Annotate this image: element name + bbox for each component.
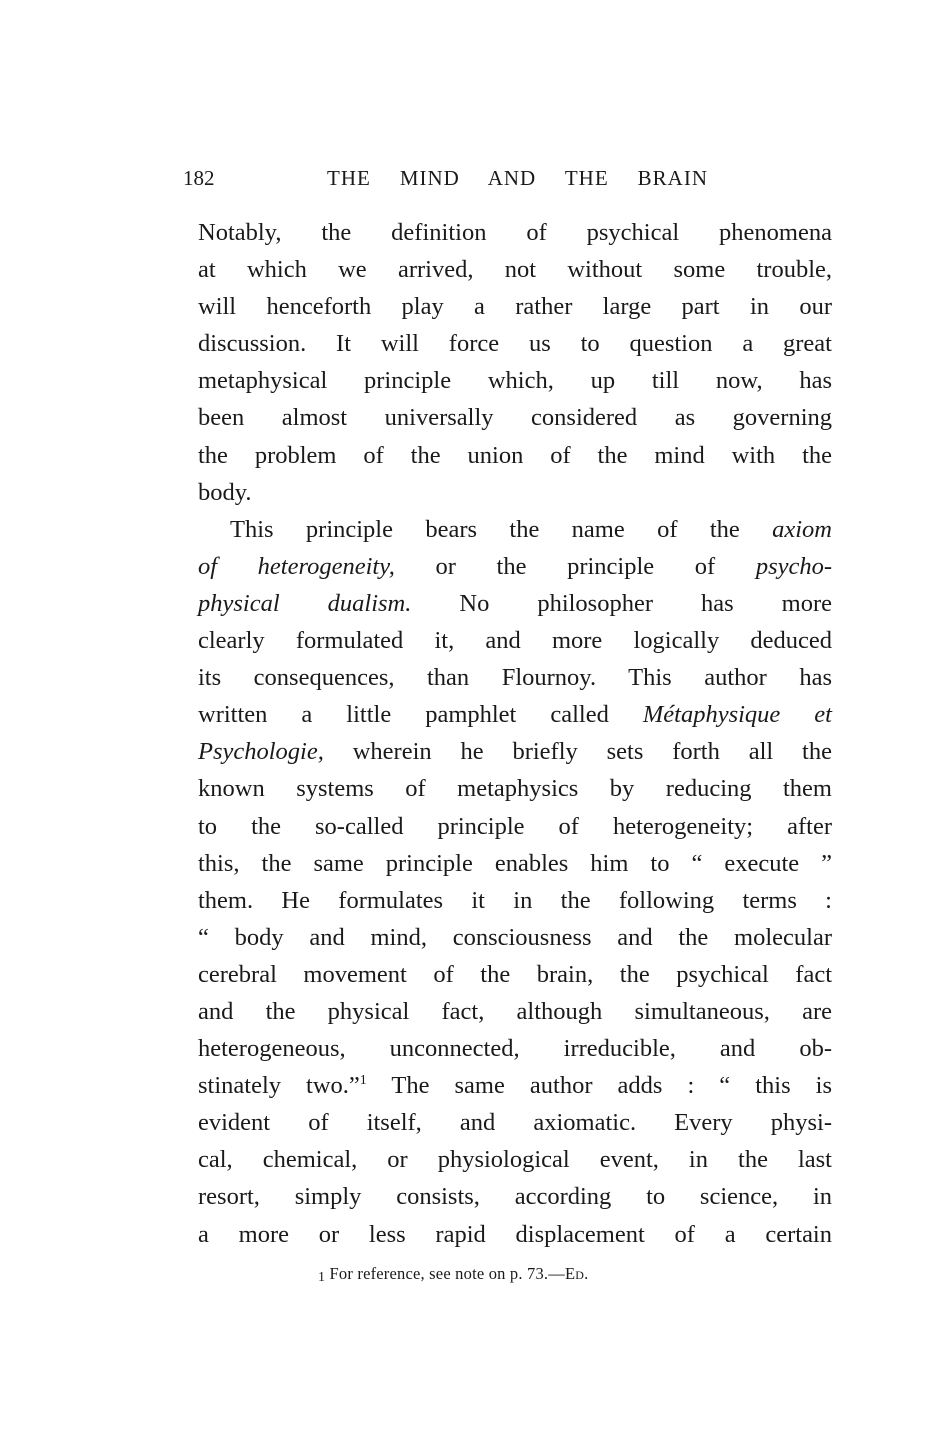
text-segment: resort, simply consists, according to science, in — [198, 1183, 832, 1211]
text-segment: written a little pamphlet called — [198, 701, 643, 729]
text-segment: been almost universally considered as governing — [198, 404, 832, 432]
text-segment: them. He formulates it in the following terms : — [198, 886, 832, 914]
text-line — [198, 548, 832, 585]
text-segment: at which we arrived, not without some trouble, — [198, 256, 832, 284]
text-segment: stinately two.” — [198, 1072, 360, 1100]
text-segment: cerebral movement of the brain, the psychical fact — [198, 960, 832, 988]
text-line — [198, 511, 832, 548]
italic-text: psycho- — [755, 552, 833, 580]
text-line — [198, 882, 832, 919]
text-line — [198, 622, 832, 659]
text-line — [198, 474, 832, 511]
text-segment: this, the same principle enables him to “ execute ” — [198, 849, 832, 877]
text-line — [198, 1104, 832, 1141]
italic-text: Psychologie, — [198, 738, 324, 766]
text-line — [198, 251, 832, 288]
text-segment: The same author adds : “ this is — [366, 1072, 832, 1100]
italic-text: axiom — [772, 515, 832, 543]
text-line — [198, 1067, 832, 1104]
text-segment: a more or less rapid displacement of a certain — [198, 1220, 832, 1248]
text-segment: “ body and mind, consciousness and the molecular — [198, 923, 832, 951]
text-line — [198, 1216, 832, 1253]
text-segment: evident of itself, and axiomatic. Every physi- — [198, 1109, 832, 1137]
text-segment: its consequences, than Flournoy. This author has — [198, 664, 832, 692]
text-line — [198, 956, 832, 993]
text-line — [198, 362, 832, 399]
text-segment: body. — [198, 478, 252, 506]
text-line — [198, 1141, 832, 1178]
text-segment: Notably, the definition of psychical phenomena — [198, 219, 832, 246]
text-line — [198, 437, 832, 474]
body-text — [198, 214, 832, 1253]
text-segment: or the principle of — [394, 552, 756, 580]
italic-text: of heterogeneity, — [198, 552, 395, 580]
text-segment: known systems of metaphysics by reducing them — [198, 775, 832, 803]
text-line — [198, 808, 832, 845]
footnote — [318, 1264, 588, 1292]
text-line — [198, 1030, 832, 1067]
text-segment: to the so-called principle of heterogeneity; after — [198, 812, 832, 840]
footnote-text: For reference, see note on p. 73.— — [325, 1264, 565, 1283]
text-line — [198, 1178, 832, 1215]
footnote-marker: 1 — [318, 1270, 326, 1285]
text-line — [198, 919, 832, 956]
page-number: 182 — [183, 166, 215, 190]
footnote-editor: Ed. — [564, 1264, 589, 1283]
text-line — [198, 214, 832, 251]
text-segment: metaphysical principle which, up till now, has — [198, 367, 832, 395]
text-segment: the problem of the union of the mind with the — [198, 441, 832, 469]
text-line — [198, 696, 832, 733]
text-line — [198, 659, 832, 696]
italic-text: Métaphysique et — [642, 701, 832, 729]
footnote-reference: 1 — [359, 1073, 367, 1089]
text-segment: discussion. It will force us to question a great — [198, 330, 832, 358]
text-segment: will henceforth play a rather large part in our — [198, 293, 832, 321]
text-line — [198, 399, 832, 436]
text-segment: This principle bears the name of the — [230, 515, 773, 543]
text-line — [198, 325, 832, 362]
text-line — [198, 585, 832, 622]
text-segment: No philosopher has more — [411, 589, 832, 617]
text-line — [198, 733, 832, 770]
text-line — [198, 770, 832, 807]
text-line — [198, 845, 832, 882]
text-line — [198, 288, 832, 325]
text-segment: clearly formulated it, and more logically deduced — [198, 627, 832, 655]
text-line — [198, 993, 832, 1030]
running-title: THE MIND AND THE BRAIN — [327, 166, 708, 190]
text-segment: wherein he briefly sets forth all the — [323, 738, 832, 766]
text-segment: and the physical fact, although simultaneous, are — [198, 997, 832, 1025]
text-segment: heterogeneous, unconnected, irreducible, and ob- — [198, 1035, 832, 1063]
italic-text: physical dualism. — [198, 589, 412, 617]
text-segment: cal, chemical, or physiological event, in the last — [198, 1146, 832, 1174]
